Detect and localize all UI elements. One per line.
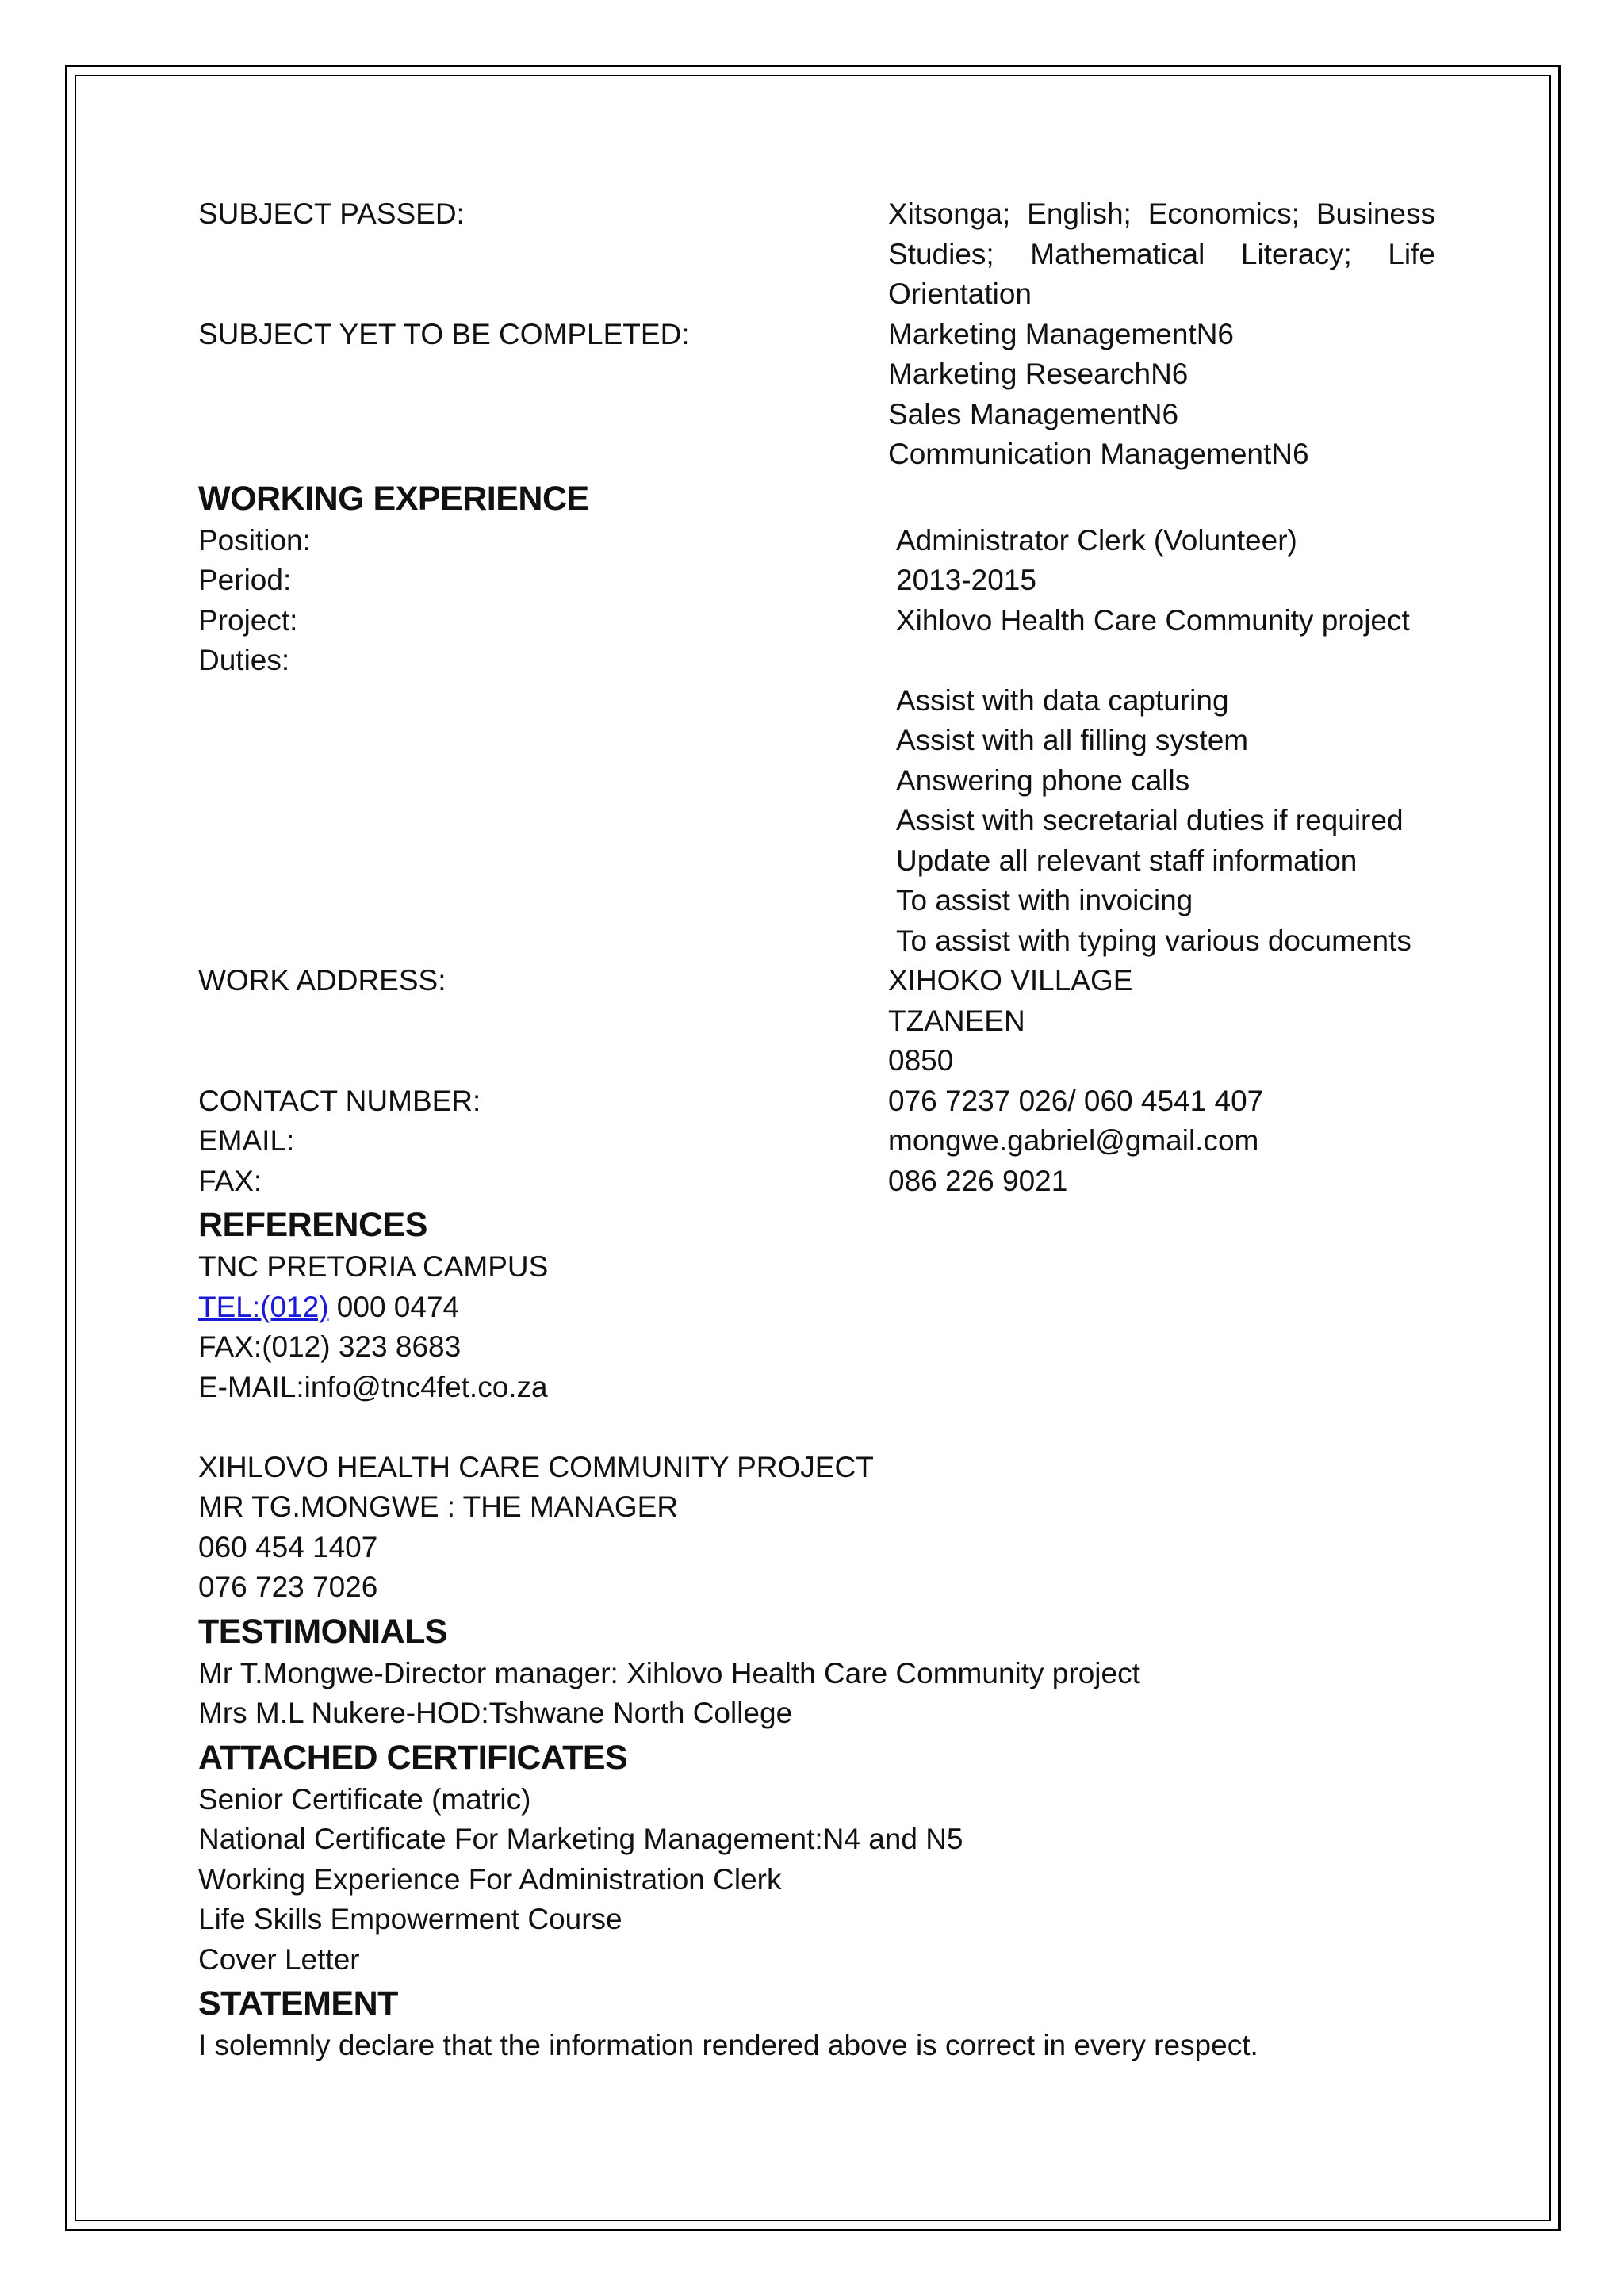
duty-item: Assist with data capturing: [896, 683, 1229, 717]
certificate-item: Cover Letter: [198, 1942, 360, 1976]
duties-row: [198, 641, 1435, 961]
address-line: XIHOKO VILLAGE: [888, 964, 1133, 997]
working-experience-heading: WORKING EXPERIENCE: [198, 479, 589, 518]
certificate-item: National Certificate For Marketing Management:N4 and N5: [198, 1823, 963, 1855]
tel-number: 000 0474: [328, 1290, 460, 1323]
certificates-heading: ATTACHED CERTIFICATES: [198, 1738, 628, 1777]
subject-pending-item: Marketing ResearchN6: [888, 358, 1189, 390]
email-label: EMAIL:: [198, 1124, 295, 1157]
subjects-pending-row: [198, 315, 1435, 475]
references-heading: REFERENCES: [198, 1206, 427, 1244]
certificate-item: Life Skills Empowerment Course: [198, 1903, 622, 1935]
address-line: TZANEEN: [888, 1004, 1025, 1037]
address-line: 0850: [888, 1044, 954, 1077]
contact-number-value: 076 7237 026/ 060 4541 407: [888, 1084, 1264, 1117]
reference-1-name: TNC PRETORIA CAMPUS: [198, 1250, 549, 1283]
contact-number-label: CONTACT NUMBER:: [198, 1084, 481, 1117]
fax-row: [198, 1161, 1435, 1202]
fax-value: 086 226 9021: [888, 1164, 1068, 1197]
testimonial-item: Mrs M.L Nukere-HOD:Tshwane North College: [198, 1697, 793, 1729]
tel-link[interactable]: TEL:(012): [198, 1290, 329, 1323]
duty-item: To assist with typing various documents: [896, 924, 1411, 957]
subjects-passed-row: [198, 194, 1435, 315]
certificate-item: Working Experience For Administration Clerk: [198, 1862, 782, 1896]
position-value: Administrator Clerk (Volunteer): [896, 523, 1297, 557]
reference-2-phone: 060 454 1407: [198, 1530, 378, 1563]
work-address-label: WORK ADDRESS:: [198, 964, 446, 997]
project-row: [198, 601, 1435, 641]
reference-1-fax: FAX:(012) 323 8683: [198, 1330, 462, 1363]
duty-item: Assist with secretarial duties if required: [896, 804, 1404, 836]
fax-label: FAX:: [198, 1164, 262, 1197]
subject-pending-item: Sales ManagementN6: [888, 397, 1179, 430]
duty-item: Update all relevant staff information: [896, 844, 1358, 877]
reference-1-email: E-MAIL:info@tnc4fet.co.za: [198, 1370, 548, 1403]
subjects-passed-label: SUBJECT PASSED:: [198, 197, 465, 230]
position-row: [198, 521, 1435, 561]
email-row: [198, 1121, 1435, 1161]
duty-item: Answering phone calls: [896, 763, 1190, 797]
email-value: mongwe.gabriel@gmail.com: [888, 1124, 1259, 1157]
testimonial-item: Mr T.Mongwe-Director manager: Xihlovo Health Care Community project: [198, 1656, 1140, 1689]
reference-1-tel: [198, 1288, 1435, 1328]
period-value: 2013-2015: [896, 564, 1036, 596]
statement-heading: STATEMENT: [198, 1984, 398, 2022]
period-row: [198, 561, 1435, 601]
subjects-passed-value: Xitsonga; English; Economics; Business Studies; Mathematical Literacy; Life Orientation: [888, 197, 1435, 310]
period-label: Period:: [198, 564, 292, 596]
position-label: Position:: [198, 523, 311, 557]
duty-item: Assist with all filling system: [896, 724, 1249, 756]
reference-2-contact: MR TG.MONGWE : THE MANAGER: [198, 1490, 679, 1523]
reference-2-name: XIHLOVO HEALTH CARE COMMUNITY PROJECT: [198, 1450, 874, 1483]
subject-pending-item: Communication ManagementN6: [888, 438, 1309, 470]
subject-pending-item: Marketing ManagementN6: [888, 317, 1234, 350]
work-address-row: [198, 961, 1435, 1081]
cv-page-content: [198, 194, 1435, 2066]
duties-label: Duties:: [198, 644, 290, 676]
duty-item: To assist with invoicing: [896, 884, 1193, 916]
project-value: Xihlovo Health Care Community project: [896, 603, 1410, 637]
subjects-pending-label: SUBJECT YET TO BE COMPLETED:: [198, 317, 690, 350]
statement-text: I solemnly declare that the information rendered above is correct in every respect.: [198, 2029, 1258, 2061]
testimonials-heading: TESTIMONIALS: [198, 1612, 448, 1651]
contact-number-row: [198, 1081, 1435, 1122]
project-label: Project:: [198, 603, 298, 637]
certificate-item: Senior Certificate (matric): [198, 1782, 531, 1816]
reference-2-phone: 076 723 7026: [198, 1571, 378, 1603]
